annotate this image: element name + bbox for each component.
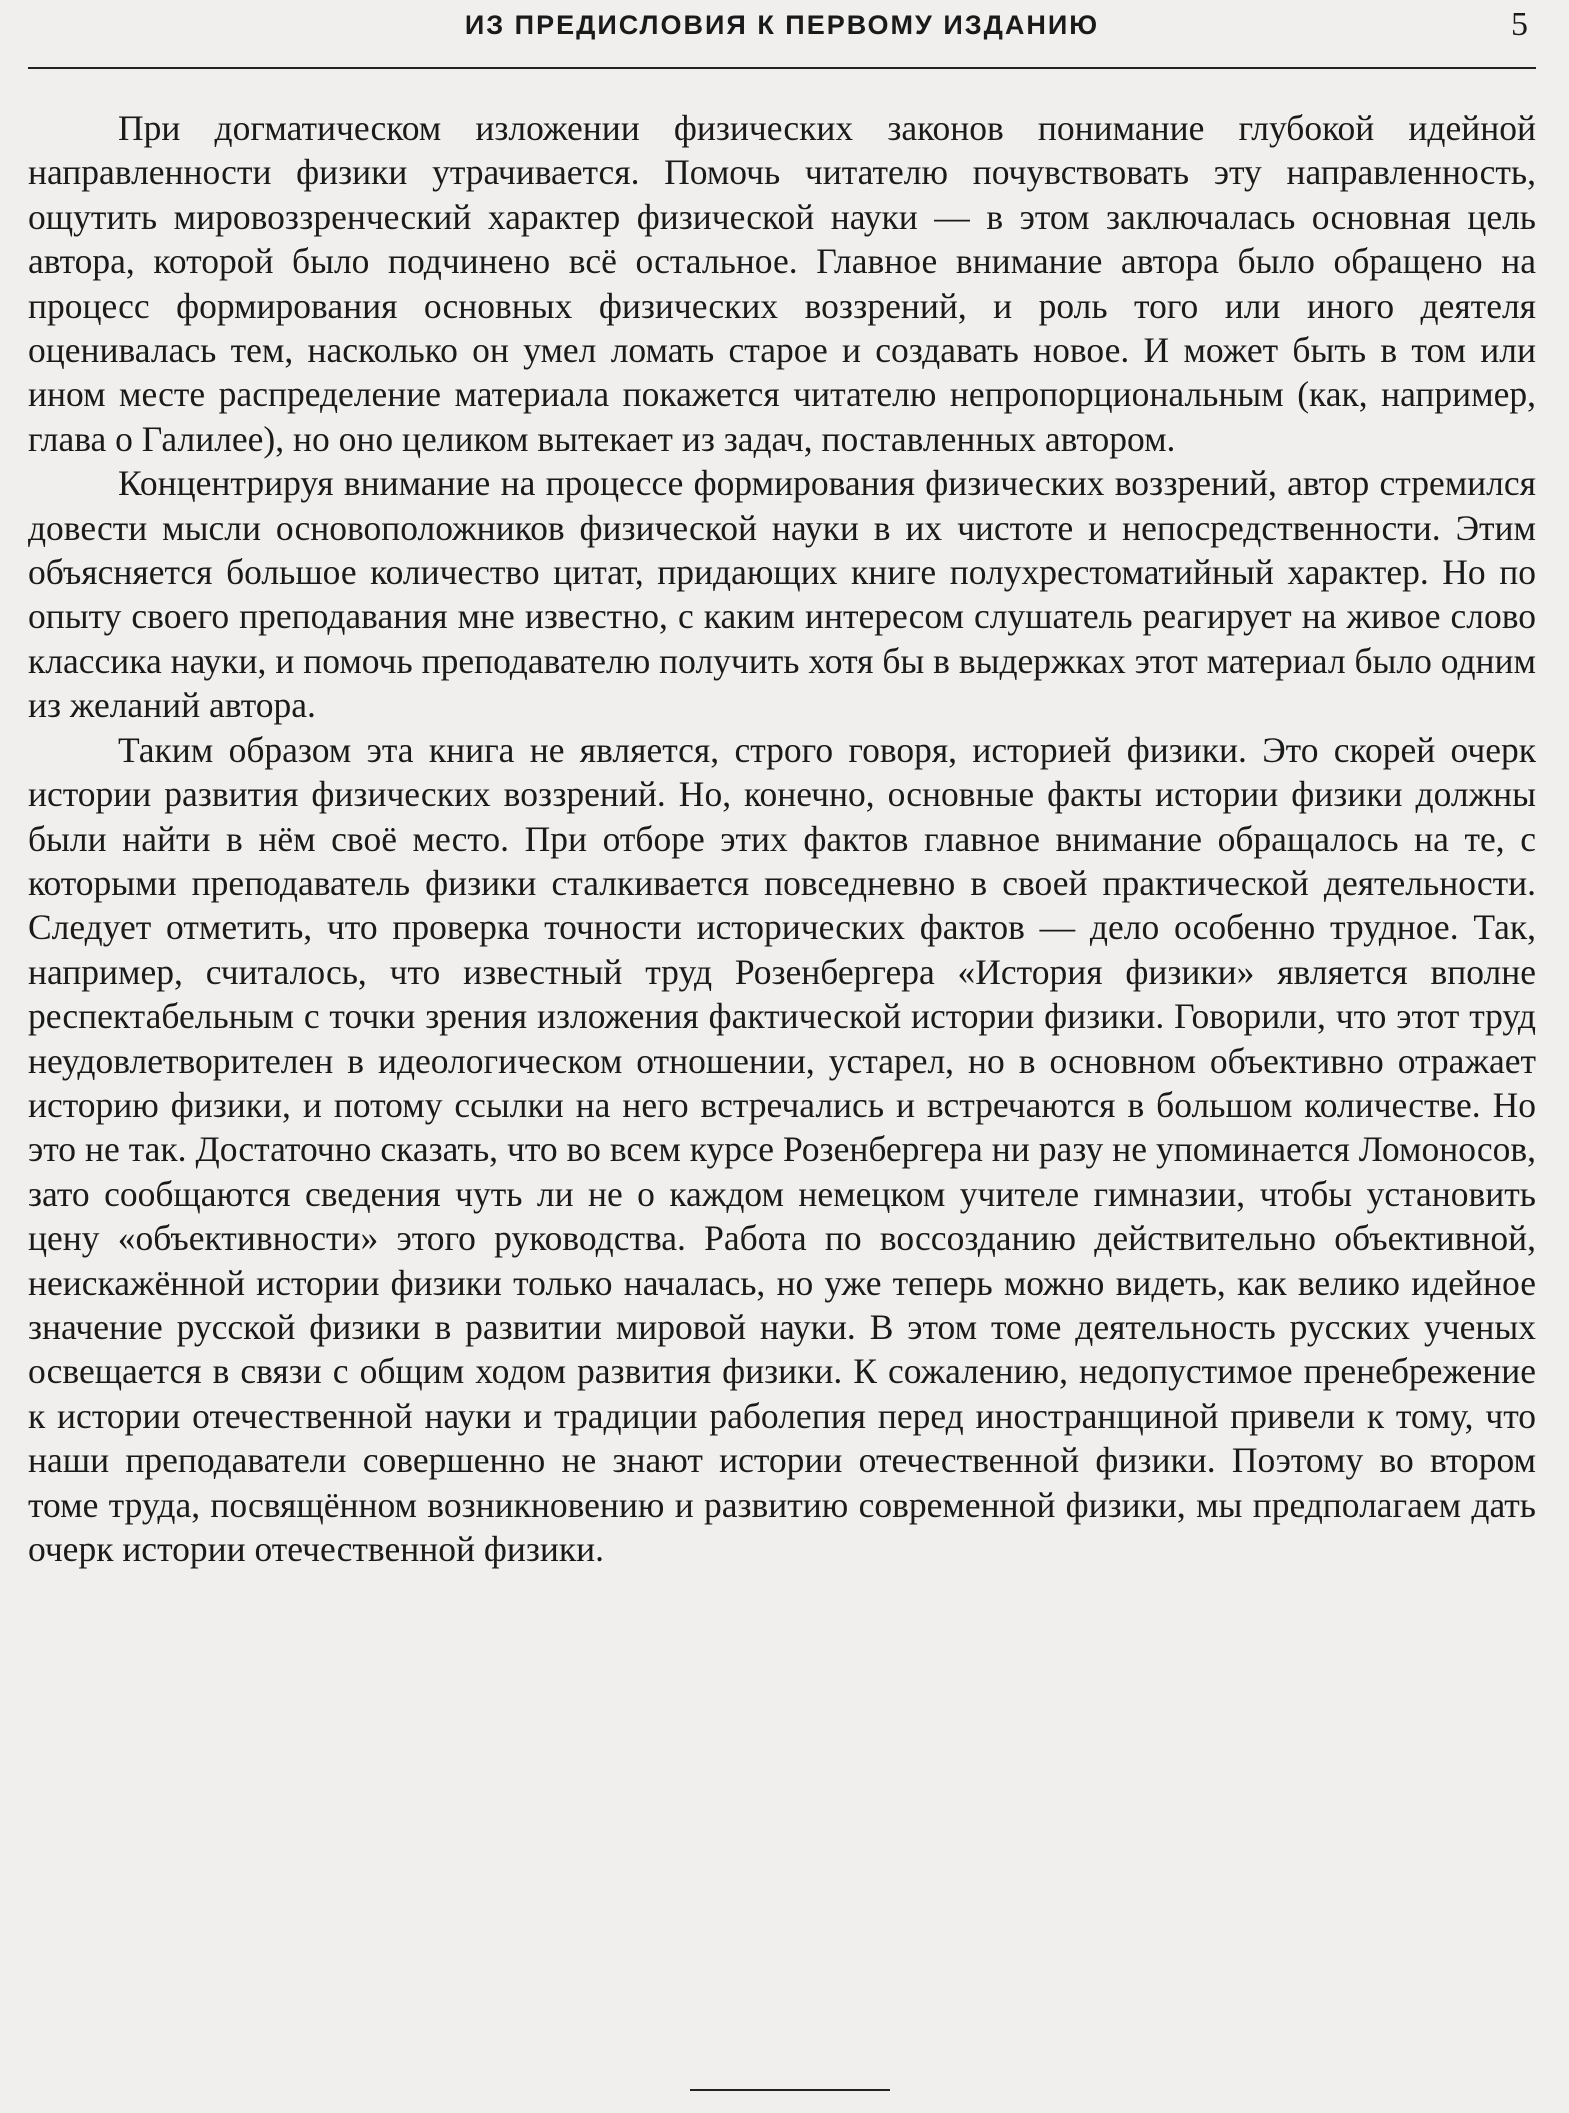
- body-text: [28, 106, 1536, 1571]
- end-rule: [690, 2089, 890, 2091]
- page-number: 5: [1511, 6, 1528, 43]
- paragraph: Таким образом эта книга не является, строго говоря, историей физики. Это скорей очерк истории развития физических воззрений. Но, конечно, основные факты истории физики должны были найти в нём своё место. При отборе этих фактов главное внимание обращалось на те, с которыми преподаватель физики сталкивается повседневно в своей практической деятельности. Следует отметить, что проверка точности исторических фактов — дело особенно трудное. Так, например, считалось, что известный труд Розенбергера «История физики» является вполне респектабельным с точки зрения изложения фактической истории физики. Говорили, что этот труд неудовлетворителен в идеологическом отношении, устарел, но в основном объективно отражает историю физики, и потому ссылки на него встречались и встречаются в большом количестве. Но это не так. Достаточно сказать, что во всем курсе Розенбергера ни разу не упоминается Ломоносов, зато сообщаются сведения чуть ли не о каждом немецком учителе гимназии, чтобы установить цену «объективности» этого руководства. Работа по воссозданию действительно объективной, неискажённой истории физики только началась, но уже теперь можно видеть, как велико идейное значение русской физики в развитии мировой науки. В этом томе деятельность русских ученых освещается в связи с общим ходом развития физики. К сожалению, недопустимое пренебрежение к истории отечественной науки и традиции раболепия перед иностранщиной привели к тому, что наши преподаватели совершенно не знают истории отечественной физики. Поэтому во втором томе труда, посвящённом возникновению и развитию современной физики, мы предполагаем дать очерк истории отечественной физики.: [28, 729, 1536, 1569]
- running-head: [28, 6, 1536, 58]
- header-rule: [28, 67, 1536, 69]
- book-page: [28, 0, 1536, 2113]
- running-title: ИЗ ПРЕДИСЛОВИЯ К ПЕРВОМУ ИЗДАНИЮ: [464, 10, 1100, 40]
- paragraph: При догматическом изложении физических законов понимание глубокой идейной направленности физики утрачивается. Помочь читателю почувствовать эту направленность, ощутить мировоззренческий характер физической науки — в этом заключалась основная цель автора, которой было подчинено всё остальное. Главное внимание автора было обращено на процесс формирования основных физических воззрений, и роль того или иного деятеля оценивалась тем, насколько он умел ломать старое и создавать новое. И может быть в том или ином месте распределение материала покажется читателю непропорциональным (как, например, глава о Галилее), но оно целиком вытекает из задач, поставленных автором.: [28, 108, 1536, 459]
- paragraph: Концентрируя внимание на процессе формирования физических воззрений, автор стремился довести мысли основоположников физической науки в их чистоте и непосредственности. Этим объясняется большое количество цитат, придающих книге полухрестоматийный характер. Но по опыту своего преподавания мне известно, с каким интересом слушатель реагирует на живое слово классика науки, и помочь преподавателю получить хотя бы в выдержках этот материал было одним из желаний автора.: [28, 463, 1536, 726]
